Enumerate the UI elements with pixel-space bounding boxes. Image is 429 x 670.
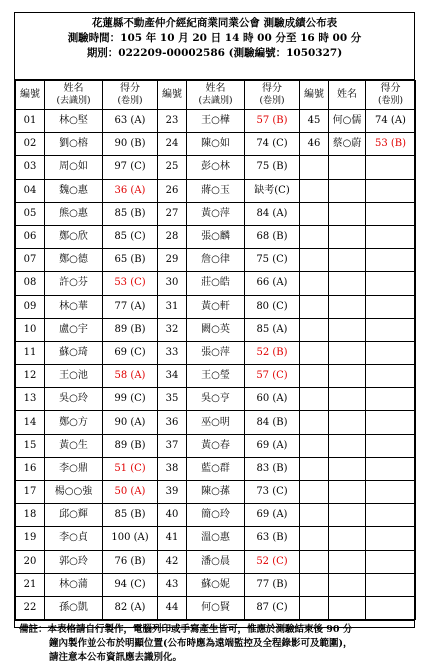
empty-cell: [300, 318, 329, 341]
cell-name: 詹○律: [187, 249, 245, 272]
empty-cell: [366, 249, 416, 272]
table-row: [16, 133, 416, 156]
cell-name: 吳○玲: [45, 388, 103, 411]
cell-score: 82 (A): [103, 596, 158, 619]
cell-name: 陳○蓀: [187, 481, 245, 504]
empty-cell: [329, 434, 366, 457]
cell-name: 許○芬: [45, 272, 103, 295]
empty-cell: [366, 179, 416, 202]
empty-cell: [300, 365, 329, 388]
cell-no: 11: [16, 341, 45, 364]
cell-name: 王○瑩: [187, 365, 245, 388]
empty-cell: [366, 504, 416, 527]
cell-name: 林○華: [45, 295, 103, 318]
cell-name: 何○賢: [187, 596, 245, 619]
empty-cell: [300, 202, 329, 225]
cell-name: 劉○榕: [45, 133, 103, 156]
remark-note: [15, 620, 414, 670]
table-row: [16, 295, 416, 318]
empty-cell: [329, 596, 366, 619]
table-row: [16, 179, 416, 202]
cell-name: 巫○明: [187, 411, 245, 434]
cell-score: 68 (B): [245, 225, 300, 248]
exam-time: 測驗時間：105 年 10 月 20 日 14 時 00 分至 16 時 00 分: [67, 32, 362, 44]
cell-score: 90 (A): [103, 411, 158, 434]
cell-score: 52 (C): [245, 550, 300, 573]
cell-name: 鄭○欣: [45, 225, 103, 248]
empty-cell: [329, 225, 366, 248]
empty-cell: [366, 573, 416, 596]
cell-score: 74 (C): [245, 133, 300, 156]
cell-no: 41: [158, 527, 187, 550]
cell-score: 85 (C): [103, 225, 158, 248]
cell-no: 36: [158, 411, 187, 434]
table-row: [16, 365, 416, 388]
cell-name: 莊○皓: [187, 272, 245, 295]
empty-cell: [329, 504, 366, 527]
empty-cell: [329, 550, 366, 573]
cell-name: 周○如: [45, 156, 103, 179]
cell-score: 97 (C): [103, 156, 158, 179]
cell-score: 80 (C): [245, 295, 300, 318]
cell-name: 蔣○玉: [187, 179, 245, 202]
cell-score: 57 (B): [245, 110, 300, 133]
col-header-no: 編號: [300, 81, 329, 110]
cell-no: 35: [158, 388, 187, 411]
remark-line-2: 鐘內製作並公布於明顯位置(公布時應為遠端監控及全程錄影可及範圍)，: [49, 638, 353, 650]
table-row: [16, 388, 416, 411]
cell-score: 75 (C): [245, 249, 300, 272]
cell-no: 05: [16, 202, 45, 225]
empty-cell: [300, 341, 329, 364]
cell-score: 84 (A): [245, 202, 300, 225]
cell-no: 02: [16, 133, 45, 156]
cell-score: 84 (B): [245, 411, 300, 434]
empty-cell: [329, 527, 366, 550]
table-row: [16, 318, 416, 341]
col-header-score: 得分 (卷別): [103, 81, 158, 110]
empty-cell: [366, 295, 416, 318]
cell-no: 39: [158, 481, 187, 504]
cell-name: 熊○惠: [45, 202, 103, 225]
empty-cell: [329, 156, 366, 179]
cell-score: 60 (A): [245, 388, 300, 411]
cell-no: 17: [16, 481, 45, 504]
cell-name: 溫○惠: [187, 527, 245, 550]
cell-name: 何○儒: [329, 110, 366, 133]
cell-no: 19: [16, 527, 45, 550]
score-sheet: [14, 12, 415, 664]
empty-cell: [300, 527, 329, 550]
cell-score: 85 (B): [103, 504, 158, 527]
table-row: [16, 110, 416, 133]
empty-cell: [329, 295, 366, 318]
table-row: [16, 225, 416, 248]
table-row: [16, 504, 416, 527]
cell-score: 50 (A): [103, 481, 158, 504]
cell-no: 12: [16, 365, 45, 388]
cell-no: 06: [16, 225, 45, 248]
cell-name: 蘇○妮: [187, 573, 245, 596]
table-row: [16, 596, 416, 619]
empty-cell: [329, 411, 366, 434]
cell-score: 89 (B): [103, 318, 158, 341]
cell-no: 46: [300, 133, 329, 156]
table-row: [16, 481, 416, 504]
cell-score: 85 (A): [245, 318, 300, 341]
cell-name: 簡○玲: [187, 504, 245, 527]
cell-name: 孫○凱: [45, 596, 103, 619]
cell-score: 89 (B): [103, 434, 158, 457]
empty-cell: [329, 573, 366, 596]
empty-cell: [300, 596, 329, 619]
empty-cell: [366, 341, 416, 364]
table-row: [16, 527, 416, 550]
empty-cell: [366, 596, 416, 619]
cell-name: 郭○玲: [45, 550, 103, 573]
cell-no: 04: [16, 179, 45, 202]
cell-no: 33: [158, 341, 187, 364]
cell-no: 42: [158, 550, 187, 573]
table-row: [16, 341, 416, 364]
empty-cell: [366, 527, 416, 550]
empty-cell: [329, 365, 366, 388]
empty-cell: [366, 272, 416, 295]
table-row: [16, 156, 416, 179]
table-row: [16, 457, 416, 480]
empty-cell: [300, 434, 329, 457]
cell-name: 盧○宇: [45, 318, 103, 341]
cell-no: 24: [158, 133, 187, 156]
empty-cell: [329, 457, 366, 480]
cell-name: 林○堅: [45, 110, 103, 133]
empty-cell: [366, 457, 416, 480]
cell-score: 73 (C): [245, 481, 300, 504]
cell-score: 90 (B): [103, 133, 158, 156]
empty-cell: [300, 411, 329, 434]
cell-no: 43: [158, 573, 187, 596]
cell-no: 16: [16, 457, 45, 480]
cell-score: 94 (C): [103, 573, 158, 596]
empty-cell: [366, 156, 416, 179]
cell-score: 52 (B): [245, 341, 300, 364]
empty-cell: [300, 457, 329, 480]
col-header-score: 得分 (卷別): [245, 81, 300, 110]
remark-line-3: 請注意本公布資訊應去識別化。: [49, 652, 183, 664]
header-row: [16, 81, 416, 110]
cell-no: 18: [16, 504, 45, 527]
cell-score: 66 (A): [245, 272, 300, 295]
cell-name: 魏○惠: [45, 179, 103, 202]
col-header-name: 姓名: [329, 81, 366, 110]
cell-no: 44: [158, 596, 187, 619]
col-header-name: 姓名 (去識別): [187, 81, 245, 110]
cell-no: 09: [16, 295, 45, 318]
cell-name: 黃○萍: [187, 202, 245, 225]
cell-no: 30: [158, 272, 187, 295]
cell-score: 99 (C): [103, 388, 158, 411]
score-table: [15, 80, 416, 620]
empty-cell: [329, 481, 366, 504]
empty-cell: [300, 550, 329, 573]
cell-score: 51 (C): [103, 457, 158, 480]
cell-no: 32: [158, 318, 187, 341]
table-row: [16, 411, 416, 434]
empty-cell: [300, 225, 329, 248]
cell-name: 蔡○蔚: [329, 133, 366, 156]
empty-cell: [366, 411, 416, 434]
exam-period: 期別：022209-00002586 (測驗編號：1050327): [86, 47, 343, 59]
cell-no: 28: [158, 225, 187, 248]
cell-no: 29: [158, 249, 187, 272]
empty-cell: [366, 318, 416, 341]
cell-score: 63 (A): [103, 110, 158, 133]
cell-no: 27: [158, 202, 187, 225]
cell-score: 53 (B): [366, 133, 416, 156]
cell-no: 25: [158, 156, 187, 179]
sheet-title: 花蓮縣不動產仲介經紀商業同業公會 測驗成績公布表: [91, 17, 338, 29]
cell-score: 69 (A): [245, 434, 300, 457]
cell-score: 87 (C): [245, 596, 300, 619]
cell-no: 31: [158, 295, 187, 318]
cell-name: 黃○軒: [187, 295, 245, 318]
empty-cell: [300, 295, 329, 318]
table-row: [16, 573, 416, 596]
cell-no: 38: [158, 457, 187, 480]
cell-score: 77 (B): [245, 573, 300, 596]
sheet-header: [15, 13, 414, 80]
cell-score: 75 (B): [245, 156, 300, 179]
cell-name: 鄭○德: [45, 249, 103, 272]
empty-cell: [300, 504, 329, 527]
cell-score: 58 (A): [103, 365, 158, 388]
cell-score: 83 (B): [245, 457, 300, 480]
cell-no: 22: [16, 596, 45, 619]
cell-no: 23: [158, 110, 187, 133]
cell-no: 40: [158, 504, 187, 527]
table-row: [16, 202, 416, 225]
cell-no: 45: [300, 110, 329, 133]
cell-score: 100 (A): [103, 527, 158, 550]
table-row: [16, 434, 416, 457]
cell-name: 藍○群: [187, 457, 245, 480]
empty-cell: [366, 202, 416, 225]
cell-score: 63 (B): [245, 527, 300, 550]
cell-name: 蘇○琦: [45, 341, 103, 364]
cell-score: 69 (C): [103, 341, 158, 364]
cell-score: 36 (A): [103, 179, 158, 202]
empty-cell: [300, 272, 329, 295]
cell-no: 21: [16, 573, 45, 596]
cell-no: 07: [16, 249, 45, 272]
cell-score: 74 (A): [366, 110, 416, 133]
cell-name: 彭○林: [187, 156, 245, 179]
cell-score: 69 (A): [245, 504, 300, 527]
cell-name: 王○池: [45, 365, 103, 388]
cell-name: 陳○如: [187, 133, 245, 156]
empty-cell: [300, 573, 329, 596]
cell-no: 37: [158, 434, 187, 457]
cell-no: 14: [16, 411, 45, 434]
empty-cell: [366, 481, 416, 504]
cell-name: 楊○○強: [45, 481, 103, 504]
cell-no: 13: [16, 388, 45, 411]
col-header-no: 編號: [158, 81, 187, 110]
empty-cell: [329, 272, 366, 295]
cell-name: 闕○英: [187, 318, 245, 341]
table-row: [16, 550, 416, 573]
cell-name: 黃○春: [187, 434, 245, 457]
table-row: [16, 272, 416, 295]
cell-no: 20: [16, 550, 45, 573]
cell-score: 65 (B): [103, 249, 158, 272]
cell-score: 缺考(C): [245, 179, 300, 202]
cell-name: 李○貞: [45, 527, 103, 550]
cell-no: 26: [158, 179, 187, 202]
empty-cell: [329, 341, 366, 364]
empty-cell: [300, 388, 329, 411]
col-header-no: 編號: [16, 81, 45, 110]
cell-name: 林○蒲: [45, 573, 103, 596]
cell-score: 77 (A): [103, 295, 158, 318]
empty-cell: [300, 156, 329, 179]
empty-cell: [329, 179, 366, 202]
empty-cell: [366, 550, 416, 573]
table-row: [16, 249, 416, 272]
cell-name: 張○麟: [187, 225, 245, 248]
cell-name: 鄭○方: [45, 411, 103, 434]
empty-cell: [300, 179, 329, 202]
cell-score: 53 (C): [103, 272, 158, 295]
empty-cell: [329, 202, 366, 225]
cell-no: 01: [16, 110, 45, 133]
col-header-name: 姓名 (去識別): [45, 81, 103, 110]
cell-name: 王○樺: [187, 110, 245, 133]
empty-cell: [366, 434, 416, 457]
cell-name: 張○萍: [187, 341, 245, 364]
cell-name: 黃○生: [45, 434, 103, 457]
col-header-score: 得分 (卷別): [366, 81, 416, 110]
cell-no: 34: [158, 365, 187, 388]
empty-cell: [300, 481, 329, 504]
cell-no: 08: [16, 272, 45, 295]
cell-score: 76 (B): [103, 550, 158, 573]
cell-name: 邱○輝: [45, 504, 103, 527]
empty-cell: [366, 388, 416, 411]
empty-cell: [300, 249, 329, 272]
empty-cell: [329, 318, 366, 341]
empty-cell: [329, 249, 366, 272]
cell-no: 15: [16, 434, 45, 457]
remark-line-1: 備註：本表格請自行製作，電腦列印或手寫產生皆可，惟應於測驗結束後 90 分: [19, 624, 353, 636]
cell-no: 03: [16, 156, 45, 179]
empty-cell: [366, 225, 416, 248]
cell-name: 潘○晨: [187, 550, 245, 573]
cell-no: 10: [16, 318, 45, 341]
empty-cell: [366, 365, 416, 388]
cell-score: 85 (B): [103, 202, 158, 225]
empty-cell: [329, 388, 366, 411]
score-rows: [16, 110, 416, 620]
cell-name: 吳○亨: [187, 388, 245, 411]
cell-score: 57 (C): [245, 365, 300, 388]
cell-name: 李○鼎: [45, 457, 103, 480]
